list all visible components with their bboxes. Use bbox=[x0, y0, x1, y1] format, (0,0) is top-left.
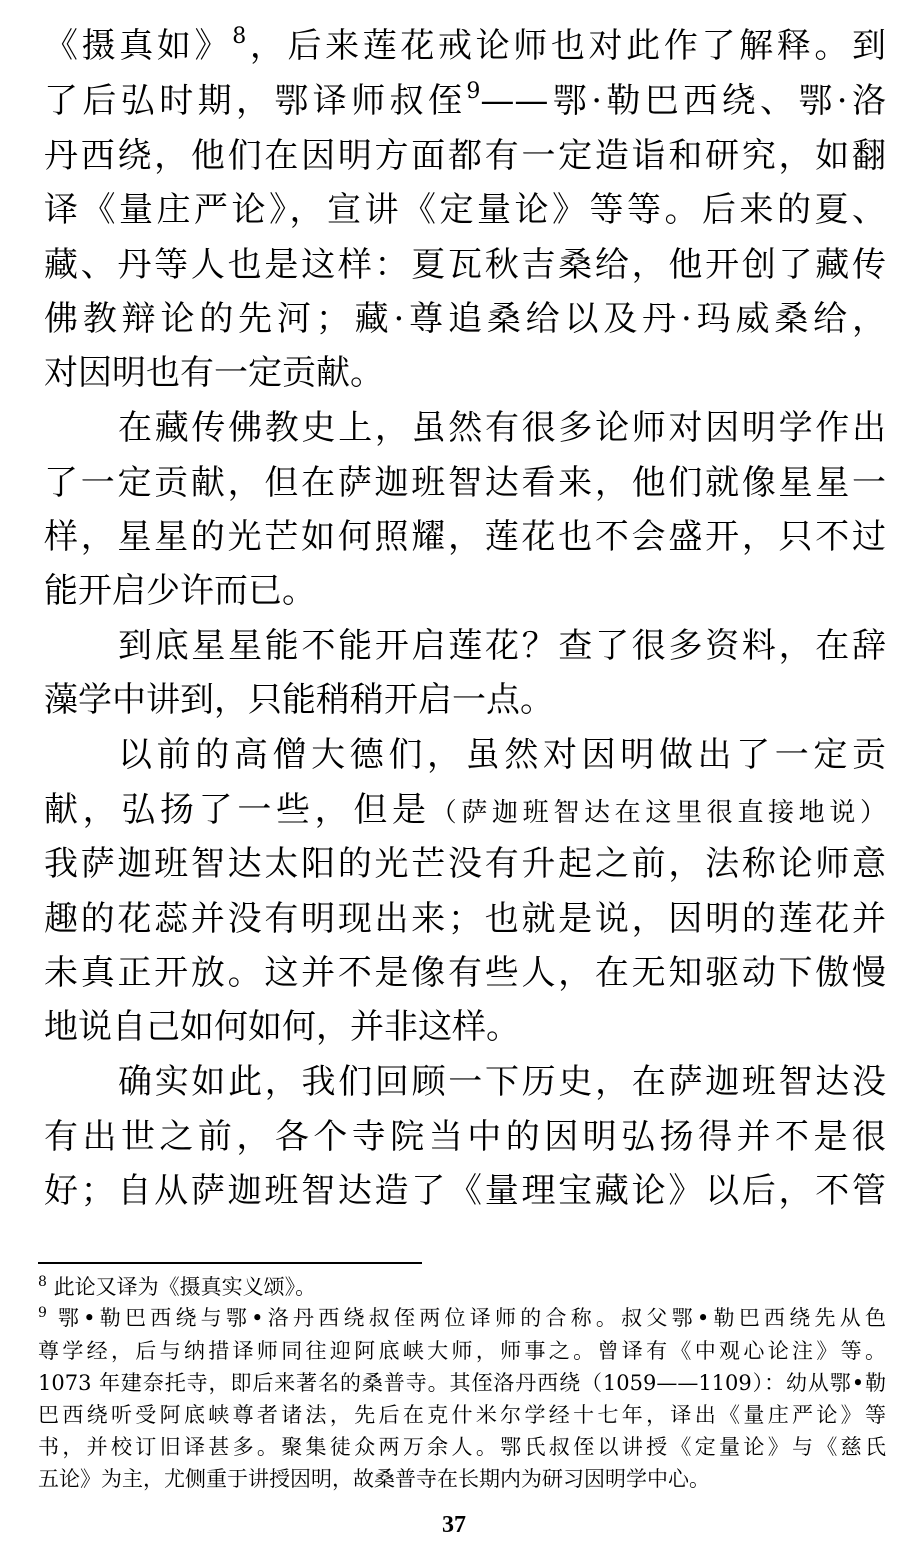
body-line: 藻学中讲到，只能稍稍开启一点。 bbox=[44, 680, 554, 720]
footnote-line: 尊学经，后与纳措译师同往迎阿底峡大师，师事之。曾译有《中观心论注》等。 bbox=[38, 1339, 886, 1363]
body-line: 译《量庄严论》，宣讲《定量论》等等。后来的夏、 bbox=[44, 190, 886, 230]
footnote-line: 五论》为主，尤侧重于讲授因明，故桑普寺在长期内为研习因明学中心。 bbox=[38, 1467, 710, 1491]
body-line: 佛教辩论的先河；藏·尊追桑给以及丹·玛威桑给， bbox=[44, 299, 886, 339]
body-line: 对因明也有一定贡献。 bbox=[44, 353, 384, 393]
body-line: 地说自己如何如何，并非这样。 bbox=[44, 1007, 520, 1047]
footnote-ref-8: 8 bbox=[232, 24, 247, 49]
body-line: 未真正开放。这并不是像有些人，在无知驱动下傲慢 bbox=[44, 953, 886, 993]
footnote-line: 书，并校订旧译甚多。聚集徒众两万余人。鄂氏叔侄以讲授《定量论》与《慈氏 bbox=[38, 1435, 886, 1459]
paragraph-first-line: 到底星星能不能开启莲花？查了很多资料，在辞 bbox=[118, 626, 886, 666]
footnote-8: $^8$ 此论又译为《摄真实义颂》。 bbox=[38, 1274, 317, 1299]
paragraph-first-line: 在藏传佛教史上，虽然有很多论师对因明学作出 bbox=[118, 408, 886, 448]
body-line: 了后弘时期，鄂译师叔侄$^9$——鄂·勒巴西绕、鄂·洛 bbox=[44, 79, 886, 121]
body-line: 我萨迦班智达太阳的光芒没有升起之前，法称论师意 bbox=[44, 844, 886, 884]
paragraph-first-line: 确实如此，我们回顾一下历史，在萨迦班智达没 bbox=[118, 1062, 886, 1102]
footnote-line: 巴西绕听受阿底峡尊者诸法，先后在克什米尔学经十七年，译出《量庄严论》等 bbox=[38, 1403, 886, 1427]
paragraph-first-line: 以前的高僧大德们，虽然对因明做出了一定贡 bbox=[118, 735, 886, 775]
body-line: 趣的花蕊并没有明现出来；也就是说，因明的莲花并 bbox=[44, 899, 886, 939]
body-line: 样，星星的光芒如何照耀，莲花也不会盛开，只不过 bbox=[44, 517, 886, 557]
footnote-9: $^9$ 鄂•勒巴西绕与鄂•洛丹西绕叔侄两位译师的合称。叔父鄂•勒巴西绕先从色 bbox=[38, 1305, 886, 1330]
body-line: 藏、丹等人也是这样：夏瓦秋吉桑给，他开创了藏传 bbox=[44, 245, 886, 285]
body-line: 了一定贡献，但在萨迦班智达看来，他们就像星星一 bbox=[44, 463, 886, 503]
body-line: 丹西绕，他们在因明方面都有一定造诣和研究，如翻 bbox=[44, 136, 886, 176]
footnote-line: 1073 年建奈托寺，即后来著名的桑普寺。其侄洛丹西绕（1059——1109）：幼从鄂•勒 bbox=[38, 1371, 886, 1395]
footnote-separator bbox=[38, 1262, 422, 1264]
body-line: 《摄真如》$^8$，后来莲花戒论师也对此作了解释。到 bbox=[44, 24, 887, 66]
parenthetical-note: （萨迦班智达在这里很直接地说） bbox=[430, 798, 886, 828]
body-line: 有出世之前，各个寺院当中的因明弘扬得并不是很 bbox=[44, 1117, 886, 1157]
body-line: 献，弘扬了一些，但是（萨迦班智达在这里很直接地说） bbox=[44, 790, 886, 830]
page-number: 37 bbox=[442, 1512, 466, 1538]
body-line: 能开启少许而已。 bbox=[44, 571, 316, 611]
footnote-ref-9: 9 bbox=[466, 79, 481, 104]
body-line: 好；自从萨迦班智达造了《量理宝藏论》以后，不管 bbox=[44, 1171, 886, 1211]
